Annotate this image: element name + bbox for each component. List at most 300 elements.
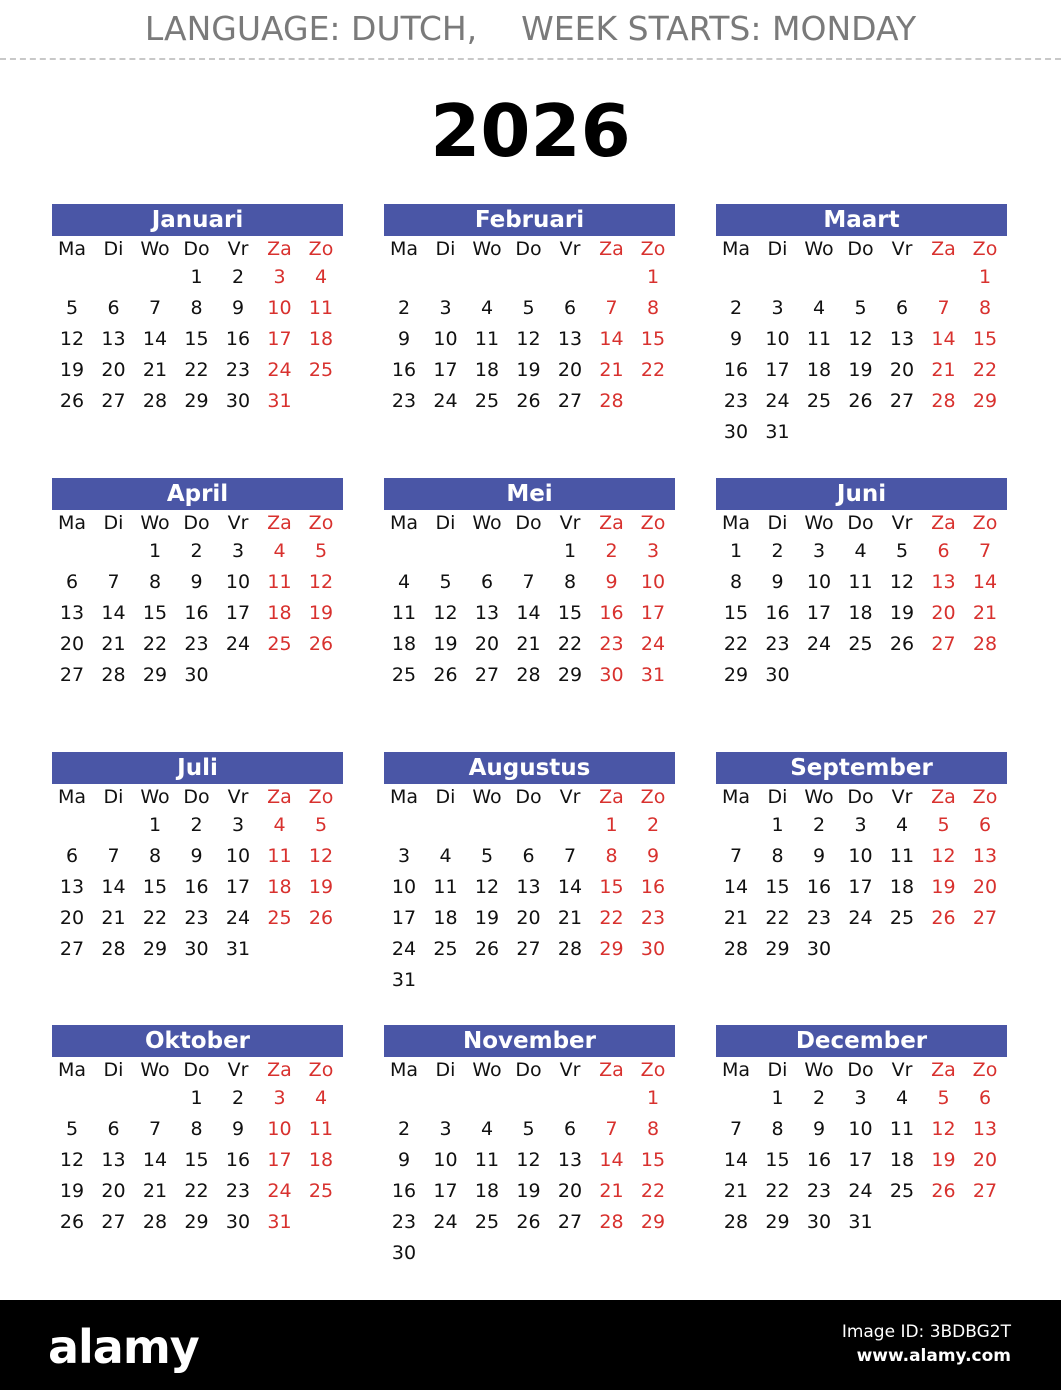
day-cell: 26 [931,907,956,929]
day-cell: 22 [557,633,583,655]
day-cell: 11 [889,845,915,867]
month-title: Februari [384,204,675,236]
weekday-header: Wo [472,1059,502,1081]
day-cell: 10 [765,328,790,350]
day-cell: 8 [148,571,162,593]
day-cell: 2 [231,266,245,288]
day-cell: 4 [480,297,494,319]
day-cell: 12 [59,1149,85,1171]
weekday-header: Vr [891,1059,913,1081]
day-cell: 4 [397,571,411,593]
weekday-header: Wo [804,238,834,260]
weekday-header: Za [267,512,292,534]
day-cell: 6 [978,1087,992,1109]
weekday-header: Ma [721,1059,751,1081]
day-cell: 14 [101,602,126,624]
weekday-header: Za [599,786,624,808]
day-cell: 22 [765,1180,790,1202]
day-cell: 30 [765,664,790,686]
month-title: Januari [52,204,343,236]
weekday-header: Zo [972,512,998,534]
day-cell: 16 [391,359,417,381]
day-cell: 19 [931,1149,956,1171]
weekday-header: Ma [57,512,87,534]
day-cell: 13 [59,602,85,624]
day-cell: 1 [190,1087,203,1109]
day-cell: 28 [516,664,541,686]
day-cell: 18 [806,359,832,381]
day-cell: 10 [848,1118,873,1140]
day-cell: 23 [225,1180,251,1202]
weekday-header: Do [183,786,210,808]
day-cell: 26 [59,390,85,412]
day-cell: 4 [895,1087,909,1109]
day-cell: 4 [273,814,286,836]
weekday-header: Wo [472,786,502,808]
day-cell: 23 [765,633,790,655]
day-cell: 15 [765,1149,790,1171]
day-cell: 27 [557,1211,583,1233]
day-cell: 14 [599,328,624,350]
day-cell: 25 [889,1180,915,1202]
day-cell: 31 [267,1211,292,1233]
weekday-header: Wo [804,512,834,534]
day-cell: 4 [273,540,286,562]
day-cell: 13 [889,328,915,350]
day-cell: 18 [267,876,292,898]
day-cell: 2 [397,1118,411,1140]
day-cell: 24 [391,938,417,960]
day-cell: 8 [771,1118,784,1140]
day-cell: 27 [557,390,583,412]
day-cell: 24 [267,1180,292,1202]
month-april [52,478,343,686]
month-juli [52,752,343,960]
day-cell: 28 [723,1211,749,1233]
day-cell: 17 [848,1149,873,1171]
day-cell: 30 [391,1242,417,1264]
day-cell: 25 [267,633,292,655]
day-cell: 21 [101,633,126,655]
day-cell: 8 [148,845,162,867]
day-cell: 11 [267,571,292,593]
day-cell: 24 [765,390,790,412]
weekday-header: Do [515,1059,542,1081]
weekday-header: Za [931,786,956,808]
alamy-logo: alamy [48,1320,199,1374]
day-cell: 18 [889,1149,915,1171]
day-cell: 27 [931,633,956,655]
day-cell: 25 [848,633,873,655]
day-cell: 28 [142,390,168,412]
day-cell: 25 [889,907,915,929]
day-cell: 29 [640,1211,666,1233]
weekday-header: Wo [472,238,502,260]
month-title: Maart [716,204,1007,236]
day-cell: 13 [557,1149,583,1171]
weekday-header: Wo [804,1059,834,1081]
dashed-divider [0,58,1061,60]
day-cell: 15 [723,602,749,624]
day-cell: 30 [184,938,209,960]
month-title: Juni [716,478,1007,510]
weekday-header: Zo [308,1059,334,1081]
day-cell: 17 [225,876,251,898]
day-cell: 25 [474,390,500,412]
day-cell: 11 [806,328,832,350]
day-cell: 7 [937,297,950,319]
weekday-header: Di [103,786,124,808]
day-cell: 3 [854,1087,867,1109]
day-cell: 22 [142,633,168,655]
day-cell: 17 [433,1180,458,1202]
day-cell: 22 [640,1180,666,1202]
day-cell: 29 [765,938,790,960]
weekday-header: Za [599,1059,624,1081]
day-cell: 23 [806,1180,832,1202]
day-cell: 7 [729,845,743,867]
day-cell: 2 [190,814,203,836]
day-cell: 25 [433,938,458,960]
day-cell: 18 [308,328,334,350]
weekday-header: Zo [308,512,334,534]
day-cell: 5 [895,540,909,562]
weekday-header: Ma [721,786,751,808]
day-cell: 28 [931,390,956,412]
month-title: April [52,478,343,510]
day-cell: 24 [433,390,458,412]
day-cell: 7 [107,571,120,593]
day-cell: 12 [848,328,873,350]
weekday-header: Ma [57,238,87,260]
day-cell: 17 [433,359,458,381]
day-cell: 28 [101,938,126,960]
day-cell: 1 [148,814,162,836]
weekday-header: Di [103,1059,124,1081]
day-cell: 18 [433,907,458,929]
day-cell: 16 [806,1149,832,1171]
month-title: Augustus [384,752,675,784]
day-cell: 8 [646,1118,660,1140]
day-cell: 28 [599,1211,624,1233]
day-cell: 20 [557,1180,583,1202]
day-cell: 4 [854,540,867,562]
day-cell: 1 [771,1087,784,1109]
day-cell: 9 [397,328,411,350]
day-cell: 31 [267,390,292,412]
weekday-header: Zo [972,1059,998,1081]
day-cell: 7 [107,845,120,867]
day-cell: 27 [101,1211,126,1233]
month-september [716,752,1007,960]
weekday-header: Di [103,512,124,534]
weekday-header: Ma [57,786,87,808]
day-cell: 21 [599,1180,624,1202]
day-cell: 23 [806,907,832,929]
day-cell: 29 [142,664,168,686]
day-cell: 20 [972,876,998,898]
weekday-header: Di [767,512,788,534]
image-id: Image ID: 3BDBG2T [841,1322,1011,1342]
day-cell: 30 [599,664,624,686]
day-cell: 20 [59,633,85,655]
day-cell: 2 [812,1087,826,1109]
day-cell: 8 [563,571,577,593]
day-cell: 5 [314,814,328,836]
day-cell: 22 [142,907,168,929]
site-url: www.alamy.com [856,1346,1011,1366]
weekday-header: Wo [140,1059,170,1081]
day-cell: 20 [101,1180,126,1202]
weekday-header: Vr [227,786,249,808]
day-cell: 20 [474,633,500,655]
day-cell: 19 [474,907,500,929]
month-december [716,1025,1007,1233]
day-cell: 22 [765,907,790,929]
day-cell: 3 [812,540,826,562]
day-cell: 29 [184,1211,209,1233]
day-cell: 28 [557,938,583,960]
day-cell: 8 [190,297,203,319]
day-cell: 29 [599,938,624,960]
day-cell: 27 [889,390,915,412]
day-cell: 14 [142,1149,168,1171]
day-cell: 11 [474,1149,500,1171]
day-cell: 28 [972,633,998,655]
day-cell: 30 [225,390,251,412]
day-cell: 21 [723,907,749,929]
day-cell: 19 [848,359,873,381]
day-cell: 7 [563,845,577,867]
day-cell: 13 [101,1149,126,1171]
weekday-header: Wo [472,512,502,534]
day-cell: 5 [522,297,535,319]
day-cell: 12 [516,328,541,350]
day-cell: 5 [65,297,79,319]
day-cell: 20 [889,359,915,381]
weekday-header: Zo [308,238,334,260]
day-cell: 16 [723,359,749,381]
day-cell: 22 [184,1180,209,1202]
day-cell: 20 [557,359,583,381]
day-cell: 1 [729,540,743,562]
weekday-header: Ma [389,786,419,808]
day-cell: 2 [646,814,660,836]
day-cell: 28 [101,664,126,686]
day-cell: 18 [474,1180,500,1202]
day-cell: 27 [972,907,998,929]
day-cell: 9 [190,845,203,867]
day-cell: 3 [439,297,452,319]
day-cell: 5 [937,1087,950,1109]
day-cell: 15 [184,1149,209,1171]
day-cell: 24 [640,633,666,655]
day-cell: 11 [391,602,417,624]
day-cell: 15 [599,876,624,898]
day-cell: 6 [895,297,909,319]
weekday-header: Vr [227,512,249,534]
day-cell: 14 [557,876,583,898]
day-cell: 25 [806,390,832,412]
day-cell: 29 [723,664,749,686]
day-cell: 30 [184,664,209,686]
day-cell: 12 [59,328,85,350]
day-cell: 21 [931,359,956,381]
day-cell: 9 [397,1149,411,1171]
month-mei [384,478,675,686]
day-cell: 23 [640,907,666,929]
day-cell: 29 [972,390,998,412]
day-cell: 23 [225,359,251,381]
day-cell: 21 [142,359,168,381]
day-cell: 26 [516,1211,541,1233]
weekday-header: Di [103,238,124,260]
day-cell: 12 [931,845,956,867]
weekday-header: Di [435,1059,456,1081]
weekday-header: Za [931,238,956,260]
weekday-header: Wo [804,786,834,808]
day-cell: 26 [59,1211,85,1233]
day-cell: 1 [605,814,618,836]
footer-bar [0,1300,1061,1390]
weekday-header: Zo [972,786,998,808]
day-cell: 6 [107,297,120,319]
day-cell: 20 [516,907,541,929]
day-cell: 29 [557,664,583,686]
weekday-header: Do [847,1059,874,1081]
day-cell: 8 [190,1118,203,1140]
month-title: November [384,1025,675,1057]
day-cell: 22 [184,359,209,381]
day-cell: 3 [231,814,245,836]
day-cell: 1 [563,540,577,562]
week-start-label: WEEK STARTS: MONDAY [521,9,917,48]
day-cell: 8 [978,297,992,319]
weekday-header: Za [267,1059,292,1081]
month-maart [716,204,1007,443]
day-cell: 15 [972,328,998,350]
day-cell: 21 [723,1180,749,1202]
day-cell: 30 [806,938,832,960]
day-cell: 31 [765,421,790,443]
day-cell: 9 [605,571,618,593]
day-cell: 6 [563,297,577,319]
weekday-header: Vr [227,238,249,260]
day-cell: 13 [931,571,956,593]
month-februari [384,204,675,412]
day-cell: 6 [522,845,535,867]
day-cell: 26 [433,664,458,686]
day-cell: 15 [640,1149,666,1171]
day-cell: 12 [308,571,334,593]
day-cell: 16 [765,602,790,624]
day-cell: 9 [190,571,203,593]
day-cell: 24 [225,907,251,929]
day-cell: 2 [397,297,411,319]
day-cell: 23 [723,390,749,412]
day-cell: 19 [889,602,915,624]
day-cell: 14 [101,876,126,898]
day-cell: 2 [231,1087,245,1109]
day-cell: 20 [931,602,956,624]
month-juni [716,478,1007,686]
day-cell: 3 [273,1087,286,1109]
day-cell: 16 [225,1149,251,1171]
day-cell: 4 [812,297,826,319]
day-cell: 23 [184,907,209,929]
month-title: December [716,1025,1007,1057]
day-cell: 16 [599,602,624,624]
day-cell: 6 [480,571,494,593]
day-cell: 10 [433,328,458,350]
day-cell: 18 [848,602,873,624]
day-cell: 25 [308,359,334,381]
day-cell: 26 [889,633,915,655]
day-cell: 14 [723,876,749,898]
day-cell: 15 [640,328,666,350]
day-cell: 14 [142,328,168,350]
day-cell: 8 [646,297,660,319]
day-cell: 26 [308,907,334,929]
weekday-header: Do [847,512,874,534]
day-cell: 23 [391,390,417,412]
day-cell: 11 [889,1118,915,1140]
day-cell: 7 [729,1118,743,1140]
day-cell: 24 [848,907,873,929]
day-cell: 3 [273,266,286,288]
day-cell: 25 [391,664,417,686]
month-augustus [384,752,675,991]
day-cell: 15 [184,328,209,350]
day-cell: 31 [848,1211,873,1233]
day-cell: 12 [516,1149,541,1171]
weekday-header: Zo [972,238,998,260]
day-cell: 10 [267,1118,292,1140]
day-cell: 13 [474,602,500,624]
day-cell: 9 [771,571,784,593]
day-cell: 15 [557,602,583,624]
weekday-header: Zo [640,238,666,260]
weekday-header: Vr [227,1059,249,1081]
weekday-header: Vr [559,238,581,260]
day-cell: 1 [646,1087,660,1109]
day-cell: 24 [267,359,292,381]
weekday-header: Za [931,512,956,534]
weekday-header: Za [599,512,624,534]
day-cell: 7 [605,297,618,319]
day-cell: 28 [723,938,749,960]
day-cell: 27 [59,938,85,960]
day-cell: 21 [972,602,998,624]
day-cell: 13 [59,876,85,898]
day-cell: 4 [314,266,328,288]
month-title: Oktober [52,1025,343,1057]
day-cell: 7 [978,540,992,562]
day-cell: 31 [391,969,417,991]
day-cell: 12 [433,602,458,624]
day-cell: 1 [978,266,992,288]
month-title: Mei [384,478,675,510]
day-cell: 17 [391,907,417,929]
day-cell: 9 [231,1118,245,1140]
day-cell: 7 [522,571,535,593]
image-info [842,1320,1011,1368]
day-cell: 31 [640,664,666,686]
day-cell: 4 [439,845,452,867]
day-cell: 3 [231,540,245,562]
day-cell: 23 [184,633,209,655]
day-cell: 10 [806,571,832,593]
